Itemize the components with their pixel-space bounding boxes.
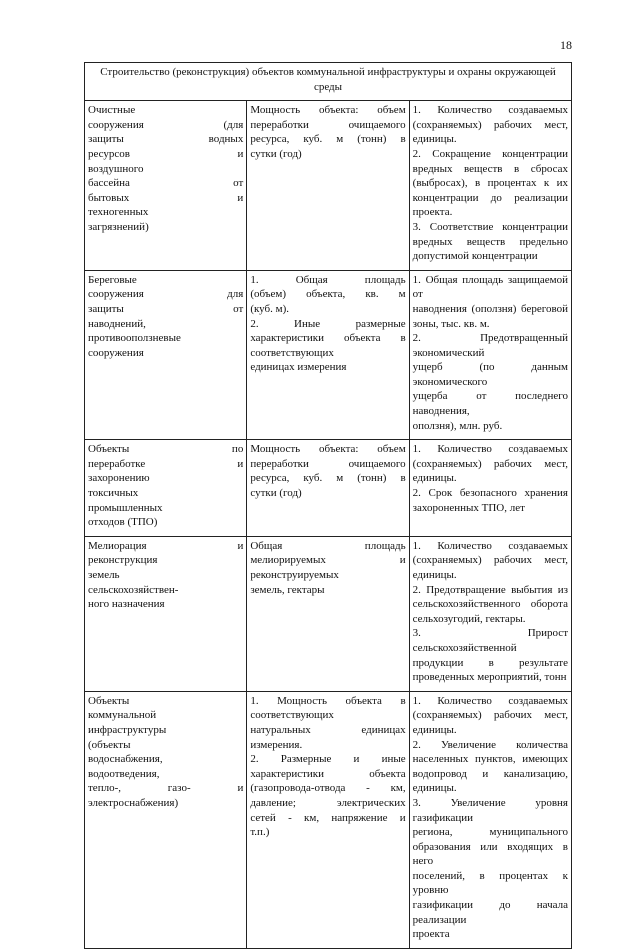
cell-line: 2. Сокращение концентрации (412, 147, 568, 160)
cell-line: ущерб (по данным экономического (412, 361, 568, 388)
cell-line: захороненных ТПО, лет (412, 501, 525, 514)
cell-line: 1. Общая площадь (250, 273, 406, 286)
cell-line: вредных веществ в сбросах (412, 162, 568, 175)
cell-line: 1. Количество создаваемых (412, 694, 568, 707)
cell-line: 1. Общая площадь защищаемой от (412, 273, 568, 301)
cell-line: сооружения (88, 346, 144, 359)
cell-line: инфраструктуры (88, 723, 167, 736)
cell-line: реконструируемых (250, 569, 339, 581)
cell-line: токсичных (88, 487, 139, 500)
object-cell (85, 691, 247, 948)
cell-line: давление; электрических (250, 796, 406, 809)
projects-table (84, 62, 572, 949)
table-title: Строительство (реконструкция) объектов коммунальной инфраструктуры и охраны окружающей среды (85, 63, 572, 101)
object-cell (85, 270, 247, 440)
object-cell (85, 101, 247, 271)
object-cell (85, 440, 247, 537)
cell-line: бытовых и (88, 191, 244, 204)
cell-line: характеристики объекта в (250, 332, 406, 345)
cell-line: Очистные (88, 104, 136, 117)
capacity-cell (247, 101, 409, 271)
cell-line: загрязнений) (88, 220, 149, 233)
cell-line: ресурса, куб. м (тонн) в (250, 472, 406, 485)
cell-line: (объекты (88, 738, 131, 751)
cell-line: техногенных (88, 206, 149, 219)
cell-line: сельскохозяйствен- (88, 583, 179, 596)
cell-line: 3. Соответствие концентрации (412, 220, 568, 233)
cell-line: защиты от (88, 302, 244, 315)
cell-line: сооружения для (88, 288, 244, 301)
cell-line: промышленных (88, 501, 163, 514)
cell-line: единицы. (412, 472, 457, 485)
cell-line: водопровод и канализацию, (412, 767, 568, 780)
cell-line: 3. Увеличение уровня газификации (412, 796, 568, 824)
cell-line: единицах измерения (250, 361, 347, 374)
indicators-cell (409, 691, 571, 948)
table-row (85, 270, 572, 440)
cell-line: (выбросах), в процентах к их (412, 177, 568, 190)
cell-line: соответствующих (250, 709, 334, 722)
table-title-row (85, 63, 572, 101)
cell-line: вредных веществ предельно (412, 235, 568, 248)
cell-line: переработке и (88, 457, 244, 470)
cell-line: 1. Количество создаваемых (412, 104, 568, 117)
table-row (85, 536, 572, 691)
cell-line: измерения. (250, 738, 303, 751)
cell-line: сельхозугодий, гектары. (412, 612, 526, 625)
cell-line: Береговые (88, 273, 137, 286)
cell-line: населенных пунктов, имеющих (412, 753, 568, 766)
cell-line: единицы. (412, 133, 457, 146)
cell-line: газификации до начала реализации (412, 899, 568, 926)
cell-line: наводнений, (88, 317, 146, 330)
cell-line: ресурсов и (88, 147, 244, 160)
cell-line: защиты водных (88, 133, 244, 146)
cell-line: 2. Срок безопасного хранения (412, 487, 568, 500)
cell-line: единицы. (412, 569, 457, 581)
indicators-cell (409, 440, 571, 537)
capacity-cell (247, 536, 409, 691)
cell-line: 1. Количество создаваемых (412, 443, 568, 456)
cell-line: зоны, тыс. кв. м. (412, 317, 490, 330)
cell-line: характеристики объекта (250, 767, 406, 780)
cell-line: (куб. м). (250, 302, 290, 315)
cell-line: Мощность объекта: объем (250, 104, 406, 117)
cell-line: концентрации до реализации (412, 191, 568, 204)
cell-line: земель, гектары (250, 583, 325, 596)
cell-line: единицы. (412, 723, 457, 736)
cell-line: (газопровода-отвода - км, (250, 782, 406, 795)
cell-line: (сохраняемых) рабочих мест, (412, 554, 568, 567)
cell-line: сутки (год) (250, 487, 302, 500)
cell-line: 2. Размерные и иные (250, 753, 406, 766)
cell-line: продукции в результате (412, 656, 568, 669)
cell-line: земель (88, 569, 120, 581)
cell-line: 1. Количество создаваемых (412, 539, 568, 552)
cell-line: наводнения (оползня) береговой (412, 302, 568, 315)
table-row (85, 691, 572, 948)
cell-line: тепло-, газо- и (88, 782, 244, 795)
cell-line: проекта. (412, 206, 453, 219)
cell-line: коммунальной (88, 709, 157, 722)
cell-line: (сохраняемых) рабочих мест, (412, 709, 568, 722)
capacity-cell (247, 440, 409, 537)
cell-line: ресурса, куб. м (тонн) в (250, 133, 406, 146)
indicators-cell (409, 101, 571, 271)
capacity-cell (247, 270, 409, 440)
cell-line: Объекты по (88, 443, 244, 456)
cell-line: 1. Мощность объекта в (250, 694, 406, 707)
cell-line: водоснабжения, (88, 753, 163, 766)
cell-line: допустимой концентрации (412, 250, 538, 263)
cell-line: электроснабжения) (88, 796, 179, 809)
cell-line: единицы. (412, 782, 457, 795)
cell-line: 2. Иные размерные (250, 317, 406, 330)
cell-line: (сохраняемых) рабочих мест, (412, 457, 568, 470)
cell-line: сетей - км, напряжение и (250, 811, 406, 824)
page-number: 18 (560, 38, 572, 52)
object-cell (85, 536, 247, 691)
cell-line: водоотведения, (88, 767, 160, 780)
cell-line: (объем) объекта, кв. м (250, 288, 406, 301)
indicators-cell (409, 270, 571, 440)
cell-line: реконструкция (88, 554, 158, 567)
cell-line: ного назначения (88, 598, 165, 611)
cell-line: ущерба от последнего наводнения, (412, 390, 568, 418)
indicators-cell (409, 536, 571, 691)
cell-line: мелиорируемых и (250, 554, 406, 567)
cell-line: (сохраняемых) рабочих мест, (412, 118, 568, 131)
cell-line: 2. Увеличение количества (412, 738, 568, 751)
table-row (85, 101, 572, 271)
cell-line: региона, муниципального (412, 826, 568, 839)
table-row (85, 440, 572, 537)
cell-line: отходов (ТПО) (88, 516, 158, 529)
cell-line: захоронению (88, 472, 150, 485)
cell-line: т.п.) (250, 826, 270, 839)
cell-line: Мощность объекта: объем (250, 443, 406, 456)
cell-line: 2. Предотвращенный экономический (412, 332, 568, 359)
cell-line: переработки очищаемого (250, 118, 406, 131)
cell-line: 2. Предотвращение выбытия из (412, 583, 568, 596)
cell-line: Мелиорация и (88, 539, 244, 552)
cell-line: сооружения (для (88, 118, 244, 131)
cell-line: переработки очищаемого (250, 457, 406, 470)
cell-line: соответствующих (250, 346, 334, 359)
cell-line: сельскохозяйственного оборота (412, 598, 568, 611)
capacity-cell (247, 691, 409, 948)
cell-line: Объекты (88, 694, 130, 707)
cell-line: Общая площадь (250, 539, 406, 552)
cell-line: сутки (год) (250, 147, 302, 160)
cell-line: образования или входящих в него (412, 840, 568, 868)
cell-line: воздушного (88, 162, 144, 175)
cell-line: проведенных мероприятий, тонн (412, 671, 567, 684)
cell-line: поселений, в процентах к уровню (412, 869, 568, 897)
cell-line: натуральных единицах (250, 723, 406, 736)
cell-line: бассейна от (88, 177, 244, 190)
cell-line: оползня), млн. руб. (412, 419, 503, 432)
cell-line: проекта (412, 928, 450, 941)
cell-line: противооползневые (88, 332, 181, 345)
cell-line: 3. Прирост сельскохозяйственной (412, 627, 568, 654)
